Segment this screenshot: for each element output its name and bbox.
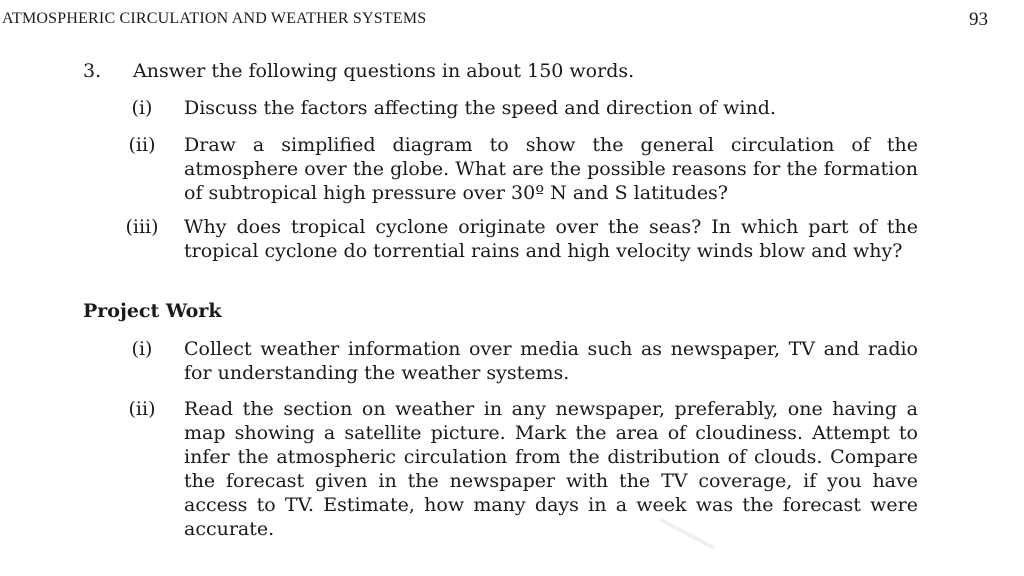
project-item	[118, 397, 918, 541]
item-text: Read the section on weather in any newspaper, preferably, one having a map showing a satellite picture. Mark the area of cloudiness. Attempt to infer the atmospheric circulation from the distribution of clouds. Compare the forecast given in the newspaper with the TV coverage, if you have access to TV. Estimate, how many days in a week was the forecast were accurate.	[184, 398, 918, 540]
section-title: Project Work	[83, 300, 222, 322]
item-text: Collect weather information over media such as newspaper, TV and radio for understanding the weather systems.	[184, 338, 918, 384]
item-number: (ii)	[128, 398, 156, 420]
project-item	[118, 337, 918, 385]
question-item	[118, 215, 918, 263]
item-text: Discuss the factors affecting the speed and direction of wind.	[184, 97, 776, 119]
question-item	[118, 96, 918, 120]
question-item	[118, 133, 918, 205]
item-number: (iii)	[125, 216, 159, 238]
item-number: (ii)	[128, 134, 156, 156]
page-number: 93	[969, 9, 988, 30]
running-header-title: ATMOSPHERIC CIRCULATION AND WEATHER SYSTEMS	[2, 10, 427, 27]
question-number: 3.	[83, 60, 102, 82]
item-number: (i)	[131, 97, 153, 119]
question-prompt: Answer the following questions in about 150 words.	[133, 60, 635, 82]
item-number: (i)	[131, 338, 153, 360]
item-text: Draw a simplified diagram to show the general circulation of the atmosphere over the globe. What are the possible reasons for the formation of subtropical high pressure over 30º N and S latitudes?	[184, 134, 918, 204]
item-text: Why does tropical cyclone originate over the seas? In which part of the tropical cyclone do torrential rains and high velocity winds blow and why?	[184, 216, 918, 262]
